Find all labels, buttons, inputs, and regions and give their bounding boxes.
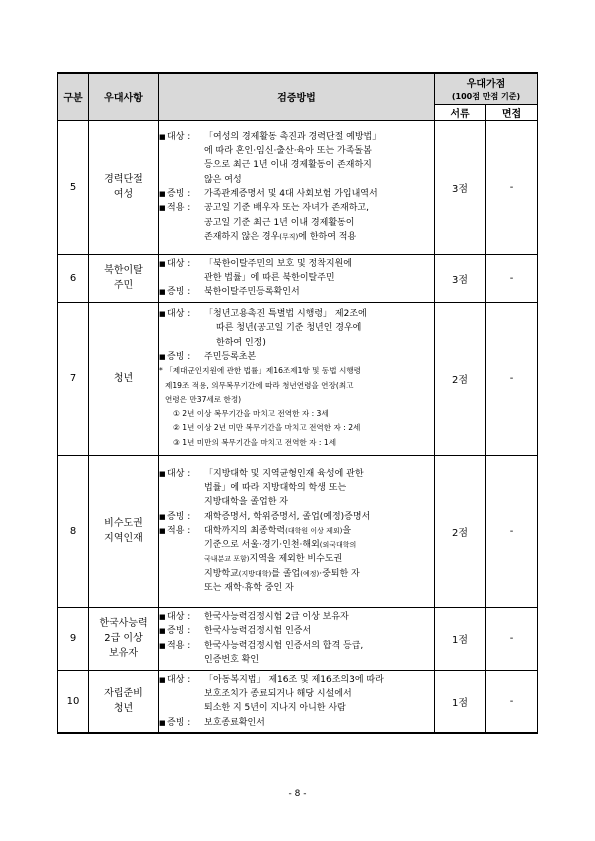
preference-label: 보유자 (109, 648, 138, 659)
method-text: 퇴소한 지 5년이 지나지 아니한 사람 (204, 703, 346, 714)
method-line (159, 639, 434, 653)
method-line (159, 524, 434, 538)
method-text: 관한 법률」에 따른 북한이탈주민 (204, 272, 335, 283)
method-line (159, 321, 434, 335)
method-line (159, 624, 434, 638)
interview-score: - (486, 455, 538, 607)
method-label: 대상 : (167, 309, 191, 320)
method-note: ③ 1년 미만의 복무기간을 마치고 전역한 자 : 1세 (173, 437, 337, 447)
method-line (159, 144, 434, 158)
method-text: 등으로 최근 1년 이내 경제활동이 존재하지 (204, 160, 372, 171)
header-method: 검증방법 (159, 73, 435, 120)
document-score: 1점 (435, 670, 486, 733)
method-label: 증빙 : (167, 287, 191, 298)
bullet-icon: ■ (159, 675, 166, 684)
row-number: 5 (58, 120, 89, 254)
method-cell (159, 302, 435, 455)
method-text: 않은 여성 (204, 174, 242, 185)
method-text: 북한이탈주민등록확인서 (204, 287, 300, 298)
method-label: 증빙 : (167, 511, 191, 522)
method-text: 한국사능력검정시험 2급 이상 보유자 (204, 611, 349, 622)
method-small-text: (지방대학) (238, 569, 272, 578)
method-text: 「지방대학 및 지역균형인재 육성에 관한 (204, 468, 364, 479)
method-line (159, 481, 434, 495)
preference-cell (89, 607, 159, 670)
method-text: 보호조치가 종료되거나 해당 시설에서 (204, 688, 352, 699)
bullet-icon: ■ (159, 132, 166, 141)
method-line (159, 567, 434, 581)
row-number: 10 (58, 670, 89, 733)
method-line (159, 510, 434, 524)
method-text: 「북한이탈주민의 보호 및 정착지원에 (204, 258, 352, 269)
bullet-icon: ■ (159, 352, 166, 361)
preference-cell (89, 455, 159, 607)
method-line (159, 673, 434, 687)
header-points: 우대가점 (435, 73, 538, 90)
interview-score: - (486, 120, 538, 254)
bullet-icon: ■ (159, 259, 166, 268)
method-label: 대상 : (167, 468, 191, 479)
method-text: 또는 재학·휴학 중인 자 (204, 583, 294, 594)
method-text: 지역을 제외한 비수도권 (249, 554, 343, 565)
document-score: 2점 (435, 302, 486, 455)
method-text: 인증번호 확인 (204, 654, 260, 665)
method-label: 대상 : (167, 258, 191, 269)
preference-label: 2급 이상 (104, 633, 143, 644)
method-line (159, 653, 434, 667)
method-line (159, 257, 434, 271)
method-label: 증빙 : (167, 351, 191, 362)
preference-label: 주민 (113, 280, 134, 291)
row-number: 7 (58, 302, 89, 455)
method-small-text: 국내분교 포함) (204, 555, 250, 564)
preference-table (57, 72, 538, 734)
method-cell (159, 120, 435, 254)
header-document: 서류 (435, 104, 486, 120)
method-line (159, 552, 434, 566)
method-text: 「아동복지법」 제16조 및 제16조의3에 따라 (204, 674, 384, 685)
method-line (159, 230, 434, 244)
method-label: 적용 : (167, 525, 191, 536)
document-score: 1점 (435, 607, 486, 670)
preference-label: 여성 (113, 189, 134, 200)
table-row (58, 670, 538, 733)
preference-cell (89, 302, 159, 455)
method-line (159, 201, 434, 215)
method-label: 대상 : (167, 674, 191, 685)
method-small-text: (예정) (300, 569, 320, 578)
method-text: 을 (342, 525, 352, 536)
bullet-icon: ■ (159, 612, 166, 621)
row-number: 9 (58, 607, 89, 670)
method-line (159, 173, 434, 187)
table-row (58, 607, 538, 670)
method-text: 한국사능력검정시험 인증서의 합격 등급, (204, 640, 364, 651)
method-line (159, 350, 434, 364)
bullet-icon: ■ (159, 204, 166, 213)
preference-cell (89, 254, 159, 302)
header-no: 구분 (58, 73, 89, 120)
method-text: 지방대학을 졸업한 자 (204, 497, 288, 508)
bullet-icon: ■ (159, 526, 166, 535)
method-line (159, 687, 434, 701)
preference-label: 비수도권 (104, 518, 143, 529)
method-small-text: (외국대학의 (319, 541, 357, 550)
method-text: 보호종료확인서 (204, 717, 265, 728)
preference-label: 자립준비 (104, 688, 143, 700)
method-label: 적용 : (167, 203, 191, 214)
preference-label: 북한이탈 (104, 265, 143, 276)
header-preference: 우대사항 (89, 73, 159, 120)
method-text: 에 따라 혼인·임신·출산·육아 또는 가족돌봄 (204, 146, 372, 157)
method-text: 공고일 기준 최근 1년 이내 경제활동이 (204, 217, 355, 228)
row-number: 8 (58, 455, 89, 607)
interview-score: - (486, 670, 538, 733)
method-line (159, 467, 434, 481)
document-score: 3점 (435, 120, 486, 254)
interview-score: - (486, 302, 538, 455)
method-text: ·중퇴한 자 (319, 568, 360, 579)
document-score: 2점 (435, 455, 486, 607)
method-line (159, 187, 434, 201)
preference-label: 지역인재 (104, 533, 143, 544)
method-cell (159, 670, 435, 733)
document-score: 3점 (435, 254, 486, 302)
header-points-sub: (100점 만점 기준) (435, 90, 538, 104)
method-text: 한하여 인정) (216, 337, 266, 348)
preference-label: 경력단절 (104, 174, 143, 185)
method-note: ② 1년 이상 2년 미만 복무기간을 마치고 전역한 자 : 2세 (173, 423, 361, 433)
method-line (159, 271, 434, 285)
method-label: 대상 : (167, 611, 191, 622)
method-text: 주민등록초본 (204, 351, 257, 362)
method-small-text: (대학원 이상 제외) (285, 526, 343, 535)
bullet-icon: ■ (159, 469, 166, 478)
page-number: - 8 - (288, 789, 307, 799)
method-label: 적용 : (167, 640, 191, 651)
method-text: 공고일 기준 배우자 또는 자녀가 존재하고, (204, 203, 369, 214)
method-line (159, 495, 434, 509)
bullet-icon: ■ (159, 288, 166, 297)
method-label: 증빙 : (167, 717, 191, 728)
method-text: 재학증명서, 학위증명서, 졸업(예정)증명서 (204, 511, 371, 522)
bullet-icon: ■ (159, 190, 166, 198)
method-line (159, 336, 434, 350)
preference-label: 청년 (113, 373, 134, 384)
method-text: 가족관계증명서 및 4대 사회보험 가입내역서 (204, 189, 378, 199)
method-text: 에 한하여 적용 (298, 231, 357, 242)
method-text: 를 졸업 (271, 568, 301, 579)
method-cell (159, 607, 435, 670)
method-label: 증빙 : (167, 626, 191, 637)
method-text: 대학까지의 최종학력 (204, 525, 286, 536)
method-text: 「청년고용촉진 특별법 시행령」 제2조에 (204, 309, 367, 320)
method-line (159, 716, 434, 730)
method-text: 지방학교 (204, 568, 239, 579)
method-text: 따른 청년(공고일 기준 청년인 경우에 (216, 323, 362, 334)
table-row (58, 302, 538, 455)
bullet-icon: ■ (159, 512, 166, 521)
method-line (159, 610, 434, 624)
method-small-text: (무직) (279, 232, 299, 241)
method-text: 기준으로 서울·경기·인천·해외 (204, 540, 320, 551)
table-row (58, 455, 538, 607)
method-text: 법률」에 따라 지방대학의 학생 또는 (204, 482, 347, 493)
method-note: ① 2년 이상 복무기간을 마치고 전역한 자 : 3세 (173, 409, 329, 419)
preference-label: 청년 (113, 703, 134, 715)
method-line (159, 307, 434, 321)
method-text: 존재하지 않은 경우 (204, 231, 280, 242)
method-note: * 「제대군인지원에 관한 법률」제16조제1항 및 동법 시행령 (159, 366, 362, 376)
method-note: 연령은 만37세로 한정) (165, 394, 242, 404)
table-row (58, 254, 538, 302)
method-line (159, 538, 434, 552)
preference-label: 한국사능력 (99, 618, 148, 629)
interview-score: - (486, 607, 538, 670)
preference-cell (89, 120, 159, 254)
method-text: 한국사능력검정시험 인증서 (204, 626, 312, 637)
method-line (159, 581, 434, 595)
bullet-icon: ■ (159, 641, 166, 650)
method-note: 제19조 적용, 의무복무기간에 따라 청년연령을 연장(최고 (165, 380, 354, 390)
method-text: 「여성의 경제활동 촉진과 경력단절 예방법」 (204, 131, 382, 142)
method-line (159, 216, 434, 230)
method-cell (159, 455, 435, 607)
table-row (58, 120, 538, 254)
interview-score: - (486, 254, 538, 302)
method-line (159, 158, 434, 172)
method-line (159, 285, 434, 299)
method-cell (159, 254, 435, 302)
row-number: 6 (58, 254, 89, 302)
bullet-icon: ■ (159, 627, 166, 636)
bullet-icon: ■ (159, 718, 166, 727)
method-label: 대상 : (167, 131, 191, 142)
bullet-icon: ■ (159, 310, 166, 319)
preference-cell (89, 670, 159, 733)
method-label: 증빙 : (167, 189, 191, 199)
method-line (159, 130, 434, 144)
method-line (159, 701, 434, 715)
header-interview: 면접 (486, 104, 538, 120)
